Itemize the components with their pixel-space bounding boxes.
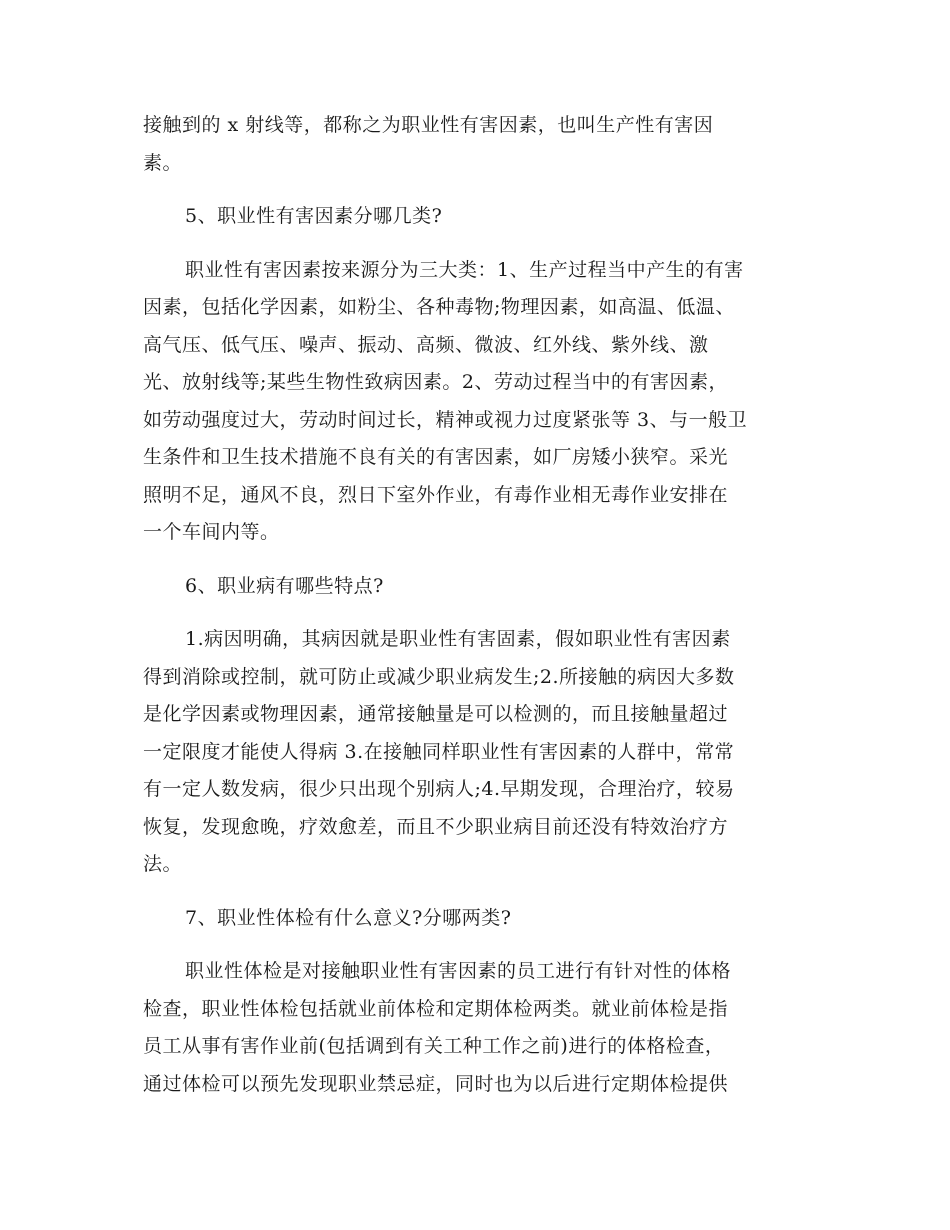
heading-text: 7、职业性体检有什么意义?分哪两类?: [185, 906, 512, 929]
paragraph-hazard-categories: [143, 252, 808, 552]
section-heading-5: [143, 198, 808, 236]
document-body: [143, 107, 808, 1103]
paragraph-continuation: [143, 107, 808, 182]
text-line: 职业性体检是对接触职业性有害因素的员工进行有针对性的体格: [185, 960, 732, 982]
section-heading-7: [143, 900, 808, 938]
section-heading-6: [143, 568, 808, 606]
text-line: 是化学因素或物理因素，通常接触量是可以检测的，而且接触量超过: [143, 703, 729, 725]
text-line: 如劳动强度过大，劳动时间过长，精神或视力过度紧张等 3、与一般卫: [143, 408, 748, 431]
heading-text: 5、职业性有害因素分哪几类?: [185, 205, 443, 227]
text-line: 接触到的 x 射线等，都称之为职业性有害因素，也叫生产性有害因: [143, 114, 714, 136]
text-line: 通过体检可以预先发现职业禁忌症，同时也为以后进行定期体检提供: [143, 1072, 729, 1095]
text-line: 恢复，发现愈晚，疗效愈差，而且不少职业病目前还没有特效治疗方: [143, 815, 729, 838]
text-line: 法。: [143, 853, 183, 875]
text-line: 员工从事有害作业前(包括调到有关工种工作之前)进行的体格检查，: [143, 1035, 725, 1057]
text-line: 得到消除或控制，就可防止或减少职业病发生;2.所接触的病因大多数: [143, 665, 735, 688]
text-line: 检查，职业性体检包括就业前体检和定期体检两类。就业前体检是指: [143, 997, 729, 1020]
text-line: 有一定人数发病，很少只出现个别病人;4.早期发现，合理治疗，较易: [143, 778, 735, 800]
text-line: 一个车间内等。: [143, 521, 280, 543]
text-line: 职业性有害因素按来源分为三大类：1、生产过程当中产生的有害: [185, 258, 744, 281]
text-line: 一定限度才能使人得病 3.在接触同样职业性有害因素的人群中，常常: [143, 740, 735, 763]
heading-text: 6、职业病有哪些特点?: [185, 574, 384, 597]
text-line: 照明不足，通风不良，烈日下室外作业，有毒作业相无毒作业安排在: [143, 483, 729, 506]
text-line: 高气压、低气压、噪声、振动、高频、微波、红外线、紫外线、激: [143, 333, 709, 356]
text-line: 1.病因明确，其病因就是职业性有害固素，假如职业性有害因素: [185, 628, 731, 650]
text-line: 因素，包括化学因素，如粉尘、各种毒物;物理因素，如高温、低温、: [143, 296, 735, 318]
text-line: 生条件和卫生技术措施不良有关的有害因素，如厂房矮小狭窄。采光: [143, 446, 729, 468]
text-line: 光、放射线等;某些生物性致病因素。2、劳动过程当中的有害因素，: [143, 371, 728, 393]
text-line: 素。: [143, 151, 183, 174]
paragraph-disease-features: [143, 621, 808, 884]
paragraph-occupational-checkup: [143, 953, 808, 1103]
